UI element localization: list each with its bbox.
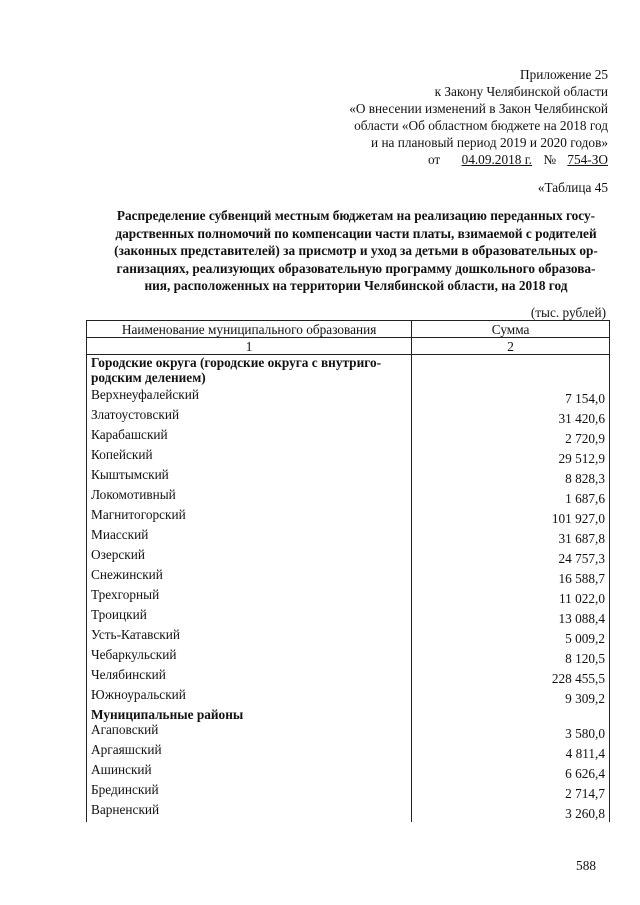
subvention-sum: 2 714,7 [412, 782, 610, 802]
table-row [87, 527, 610, 547]
group-title-line-2: родским делением) [91, 370, 206, 385]
title-line-5: ния, расположенных на территории Челябинской области, на 2018 год [144, 278, 568, 293]
table-row [87, 467, 610, 487]
subvention-sum: 7 154,0 [412, 387, 610, 407]
table-row [87, 427, 610, 447]
table-row [87, 627, 610, 647]
table-row [87, 802, 610, 822]
municipality-name: Южноуральский [87, 687, 412, 707]
document-title [86, 207, 626, 295]
table-row [87, 567, 610, 587]
group-sum-empty [412, 355, 610, 388]
subvention-sum: 4 811,4 [412, 742, 610, 762]
subvention-sum: 3 580,0 [412, 722, 610, 742]
subvention-sum: 24 757,3 [412, 547, 610, 567]
municipality-name: Златоустовский [87, 407, 412, 427]
municipality-name: Карабашский [87, 427, 412, 447]
table-body [87, 355, 610, 823]
table-row [87, 407, 610, 427]
table-label: «Таблица 45 [537, 180, 608, 195]
table-row [87, 487, 610, 507]
table-row [87, 607, 610, 627]
header-row [87, 321, 610, 338]
subvention-sum: 101 927,0 [412, 507, 610, 527]
table-row [87, 762, 610, 782]
municipality-name: Миасский [87, 527, 412, 547]
municipality-name: Магнитогорский [87, 507, 412, 527]
column-header-sum: Сумма [412, 321, 610, 338]
municipality-name: Варненский [87, 802, 412, 822]
table-row [87, 507, 610, 527]
subvention-sum: 11 022,0 [412, 587, 610, 607]
subvention-sum: 2 720,9 [412, 427, 610, 447]
subvention-sum: 3 260,8 [412, 802, 610, 822]
municipality-name: Кыштымский [87, 467, 412, 487]
law-date-number-line [278, 151, 608, 168]
subvention-sum: 16 588,7 [412, 567, 610, 587]
group-row-municipal-districts [87, 707, 610, 722]
group-title [87, 355, 412, 388]
municipality-name: Чебаркульский [87, 647, 412, 667]
from-label: от [427, 152, 441, 167]
subvention-sum: 8 120,5 [412, 647, 610, 667]
subvention-sum: 31 420,6 [412, 407, 610, 427]
table-row [87, 782, 610, 802]
group-row-urban-districts [87, 355, 610, 388]
municipality-name: Аргаяшский [87, 742, 412, 762]
municipality-name: Агаповский [87, 722, 412, 742]
column-number-row [87, 338, 610, 355]
municipality-name: Озерский [87, 547, 412, 567]
municipality-name: Челябинский [87, 667, 412, 687]
subvention-sum: 8 828,3 [412, 467, 610, 487]
subvention-sum: 29 512,9 [412, 447, 610, 467]
table-row [87, 447, 610, 467]
table-row [87, 587, 610, 607]
unit-label: (тыс. рублей) [530, 305, 606, 320]
group-title-line-1: Городские округа (городские округа с внутриго- [91, 355, 382, 370]
column-number-2: 2 [412, 338, 610, 355]
law-number: 754-ЗО [567, 152, 608, 167]
appendix-header [278, 66, 608, 168]
law-reference-line-4: и на плановый период 2019 и 2020 годов» [371, 135, 608, 150]
group-sum-empty [412, 707, 610, 722]
subvention-sum: 6 626,4 [412, 762, 610, 782]
law-reference-line-2: «О внесении изменений в Закон Челябинской [349, 101, 608, 116]
municipality-name: Локомотивный [87, 487, 412, 507]
page-number: 588 [576, 858, 596, 873]
title-line-1: Распределение субвенций местным бюджетам на реализацию переданных госу- [116, 208, 596, 223]
table-row [87, 647, 610, 667]
municipality-name: Усть-Катавский [87, 627, 412, 647]
number-label: № [543, 152, 557, 167]
table-row [87, 687, 610, 707]
law-reference-line-1: к Закону Челябинской области [434, 84, 608, 99]
title-line-2: дарственных полномочий по компенсации части платы, взимаемой с родителей [115, 225, 597, 241]
subvention-sum: 13 088,4 [412, 607, 610, 627]
municipality-name: Троицкий [87, 607, 412, 627]
table-row [87, 387, 610, 407]
table-row [87, 722, 610, 742]
subvention-sum: 5 009,2 [412, 627, 610, 647]
municipality-name: Верхнеуфалейский [87, 387, 412, 407]
table-row [87, 547, 610, 567]
table-row [87, 667, 610, 687]
municipality-name: Брединский [87, 782, 412, 802]
group-title: Муниципальные районы [87, 707, 412, 722]
title-line-3: (законных представителей) за присмотр и уход за детьми в образовательных ор- [114, 243, 598, 258]
column-header-name: Наименование муниципального образования [87, 321, 412, 338]
municipality-name: Ашинский [87, 762, 412, 782]
subvention-table [86, 320, 610, 822]
law-date: 04.09.2018 г. [461, 152, 533, 167]
appendix-number: Приложение 25 [520, 67, 608, 82]
municipality-name: Снежинский [87, 567, 412, 587]
subvention-sum: 1 687,6 [412, 487, 610, 507]
law-reference-line-3: области «Об областном бюджете на 2018 год [354, 118, 608, 133]
subvention-sum: 31 687,8 [412, 527, 610, 547]
title-line-4: ганизациях, реализующих образовательную программу дошкольного образова- [116, 260, 596, 276]
subvention-sum: 9 309,2 [412, 687, 610, 707]
municipality-name: Трехгорный [87, 587, 412, 607]
subvention-sum: 228 455,5 [412, 667, 610, 687]
table-row [87, 742, 610, 762]
municipality-name: Копейский [87, 447, 412, 467]
column-number-1: 1 [87, 338, 412, 355]
